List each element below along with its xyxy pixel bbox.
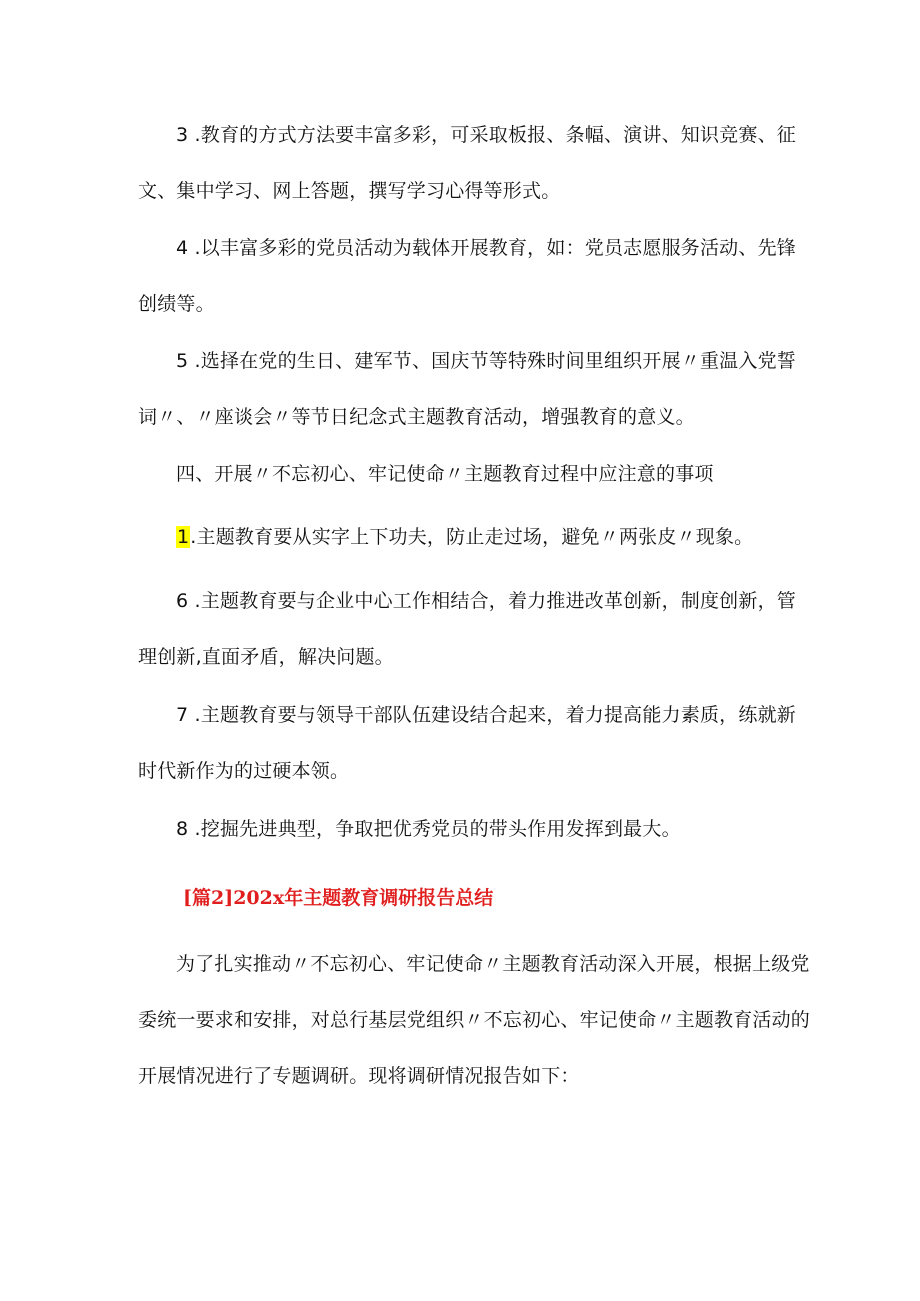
paragraph-item-1 — [138, 509, 788, 565]
paragraph-line: 开展情况进行了专题调研。现将调研情况报告如下： — [138, 1065, 580, 1087]
paragraph-line — [138, 509, 788, 565]
paragraph-line: 时代新作为的过硬本领。 — [138, 760, 350, 782]
paragraph-line: 词〃、〃座谈会〃等节日纪念式主题教育活动，增强教育的意义。 — [138, 406, 695, 428]
paragraph-line: 为了扎实推动〃不忘初心、牢记使命〃主题教育活动深入开展，根据上级党 — [176, 953, 810, 975]
paragraph-line: 4 .以丰富多彩的党员活动为载体开展教育，如：党员志愿服务活动、先锋 — [176, 237, 796, 259]
paragraph-line: 3 .教育的方式方法要丰富多彩，可采取板报、条幅、演讲、知识竞赛、征 — [176, 124, 796, 146]
paragraph-line: 理创新,直面矛盾，解决问题。 — [138, 646, 394, 668]
paragraph-line: 5 .选择在党的生日、建军节、国庆节等特殊时间里组织开展〃重温入党誓 — [176, 350, 796, 372]
paragraph-item-7 — [138, 687, 796, 799]
paragraph-line: 文、集中学习、网上答题，撰写学习心得等形式。 — [138, 180, 561, 202]
paragraph-item-8 — [138, 801, 788, 857]
paragraph-item-6 — [138, 573, 796, 685]
paragraph-line: 8 .挖掘先进典型，争取把优秀党员的带头作用发挥到最大。 — [176, 818, 681, 840]
paragraph-item-5 — [138, 333, 796, 445]
section-heading-4 — [138, 446, 788, 502]
paragraph-line: 委统一要求和安排，对总行基层党组织〃不忘初心、牢记使命〃主题教育活动的 — [138, 1009, 811, 1031]
paragraph-article-2-intro — [138, 936, 811, 1104]
paragraph-item-3 — [138, 107, 796, 219]
paragraph-line: 创绩等。 — [138, 293, 215, 315]
paragraph-line: 7 .主题教育要与领导干部队伍建设结合起来，着力提高能力素质，练就新 — [176, 704, 796, 726]
paragraph-line: 6 .主题教育要与企业中心工作相结合，着力推进改革创新，制度创新，管 — [176, 590, 796, 612]
highlighted-number: 1 — [177, 526, 190, 548]
item-text: .主题教育要从实字上下功夫，防止走过场，避免〃两张皮〃现象。 — [190, 526, 754, 548]
article-2-title: [篇2]202x年主题教育调研报告总结 — [183, 887, 494, 909]
section-heading-text: 四、开展〃不忘初心、牢记使命〃主题教育过程中应注意的事项 — [176, 463, 714, 485]
paragraph-item-4 — [138, 220, 796, 332]
